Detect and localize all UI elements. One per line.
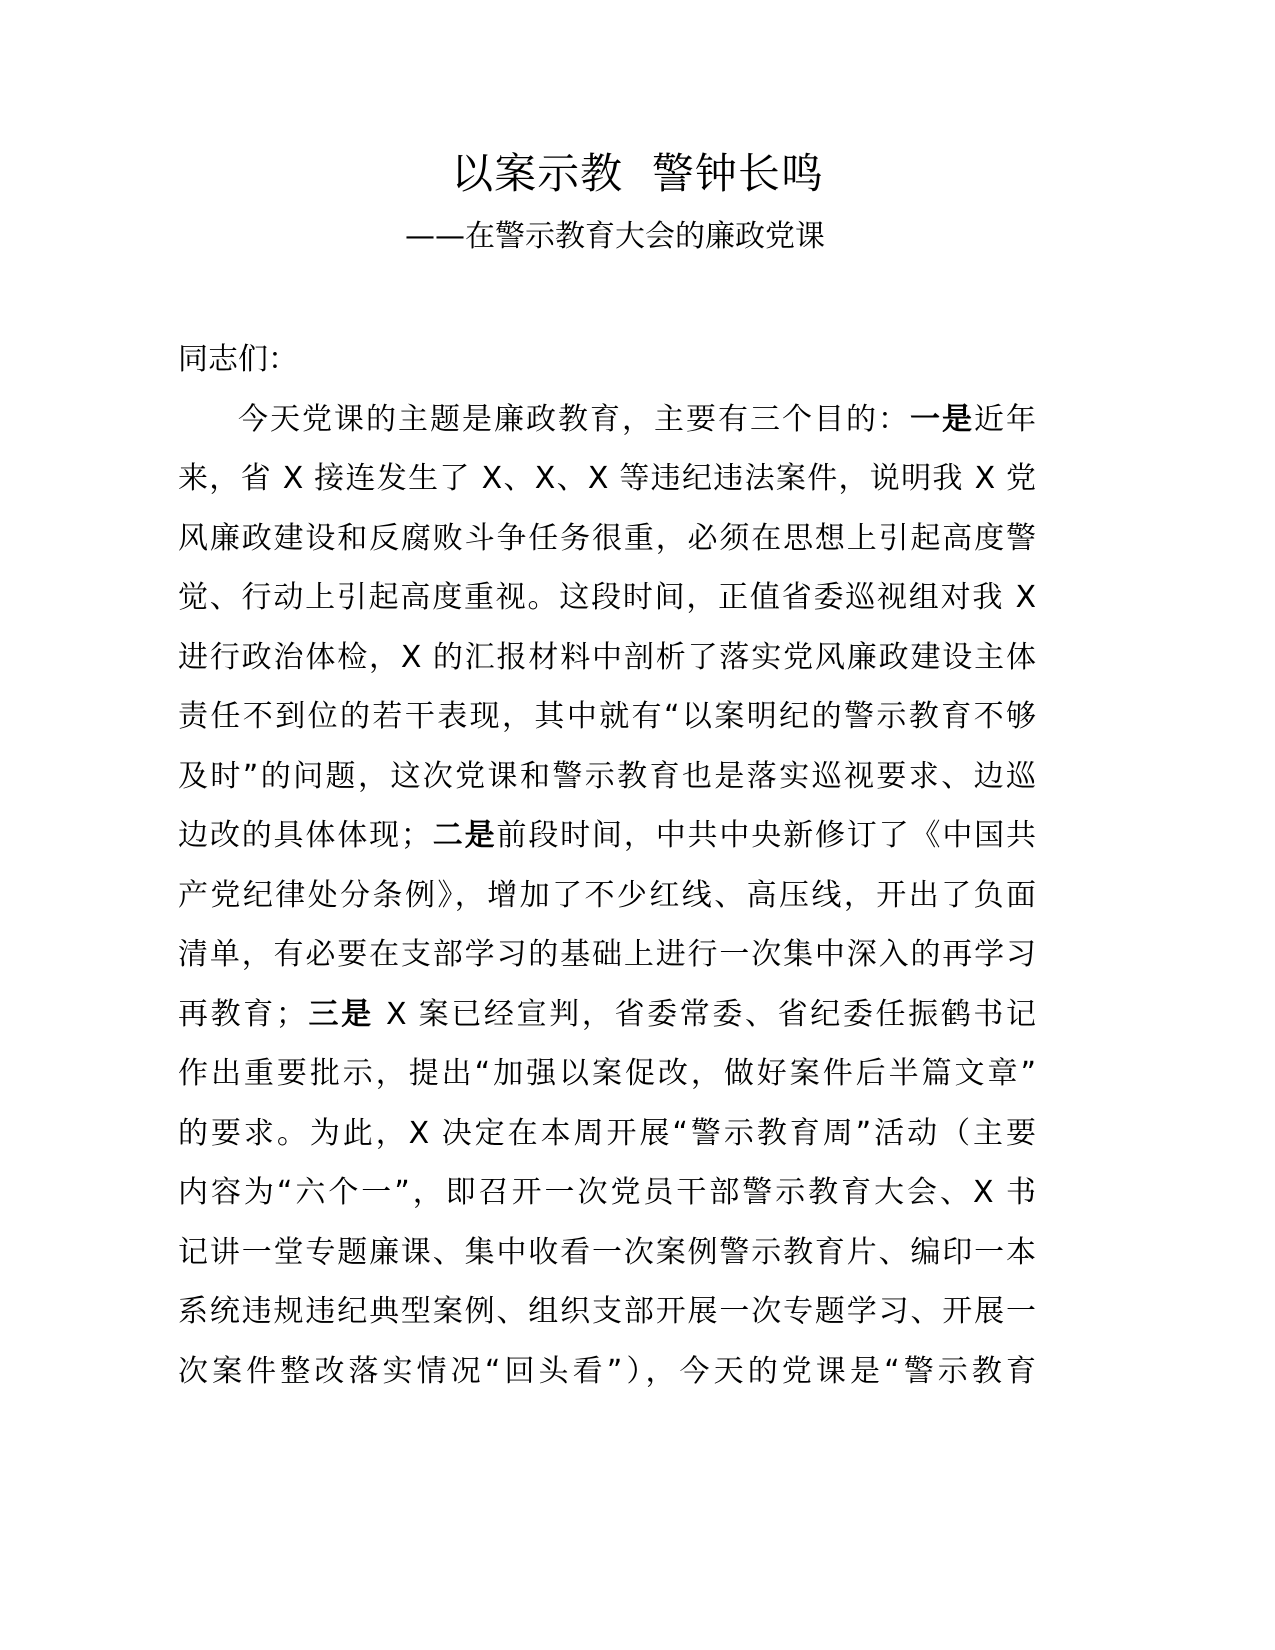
bold-marker-second: 二是 — [430, 818, 497, 853]
paragraph-line — [178, 687, 1036, 747]
text-segment: 的要求。为此，X 决定在本周开展“警示教育周”活动（主要 — [178, 1115, 1036, 1151]
text-segment: 产党纪律处分条例》，增加了不少红线、高压线，开出了负面 — [178, 877, 1036, 913]
bold-marker-first: 一是 — [910, 401, 974, 437]
paragraph-line — [178, 568, 1036, 628]
paragraph-line — [178, 866, 1036, 926]
text-segment: 次案件整改落实情况“回头看”），今天的党课是“警示教育 — [178, 1353, 1036, 1389]
paragraph-line — [178, 1044, 1036, 1104]
text-segment: 再教育； — [178, 996, 306, 1032]
text-segment: 记讲一堂专题廉课、集中收看一次案例警示教育片、编印一本 — [178, 1234, 1036, 1270]
text-segment: 风廉政建设和反腐败斗争任务很重，必须在思想上引起高度警 — [178, 520, 1036, 556]
paragraph-line — [178, 985, 1036, 1045]
text-segment: 进行政治体检，X 的汇报材料中剖析了落实党风廉政建设主体 — [178, 639, 1036, 675]
text-segment: 近年 — [974, 401, 1036, 437]
paragraph-line — [178, 1223, 1036, 1283]
text-segment: 今天党课的主题是廉政教育，主要有三个目的： — [238, 401, 910, 437]
paragraph-line — [178, 1282, 1036, 1342]
paragraph-line — [178, 628, 1036, 688]
text-segment: 觉、行动上引起高度重视。这段时间，正值省委巡视组对我 X — [178, 580, 1036, 615]
text-segment: 责任不到位的若干表现，其中就有“以案明纪的警示教育不够 — [178, 699, 1036, 734]
text-segment: 及时”的问题，这次党课和警示教育也是落实巡视要求、边巡 — [178, 758, 1036, 794]
document-subtitle: ——在警示教育大会的廉政党课 — [405, 219, 825, 254]
text-segment: 来，省 X 接连发生了 X、X、X 等违纪违法案件，说明我 X 党 — [178, 461, 1036, 496]
paragraph-line — [178, 449, 1036, 509]
text-segment: 作出重要批示，提出“加强以案促改，做好案件后半篇文章” — [178, 1056, 1036, 1091]
text-segment: 边改的具体体现； — [178, 818, 431, 853]
text-segment: 系统违规违纪典型案例、组织支部开展一次专题学习、开展一 — [178, 1294, 1036, 1329]
salutation: 同志们： — [178, 342, 298, 377]
paragraph-line — [178, 509, 1036, 569]
paragraph-line — [178, 1342, 1036, 1402]
bold-marker-third: 三是 — [305, 996, 374, 1032]
text-segment: 内容为“六个一”，即召开一次党员干部警示教育大会、X 书 — [178, 1175, 1036, 1210]
paragraph-line — [178, 925, 1036, 985]
text-segment: 前段时间，中共中央新修订了《中国共 — [496, 818, 1037, 853]
paragraph-line — [178, 747, 1036, 807]
document-title: 以案示教 警钟长鸣 — [451, 149, 824, 198]
paragraph-line — [178, 1104, 1036, 1164]
document-body — [178, 330, 1036, 1401]
paragraph-line — [178, 1163, 1036, 1223]
text-segment: X 案已经宣判，省委常委、省纪委任振鹤书记 — [373, 996, 1037, 1032]
text-segment: 清单，有必要在支部学习的基础上进行一次集中深入的再学习 — [178, 937, 1036, 972]
paragraph-line — [178, 806, 1036, 866]
paragraph-line — [178, 390, 1036, 450]
